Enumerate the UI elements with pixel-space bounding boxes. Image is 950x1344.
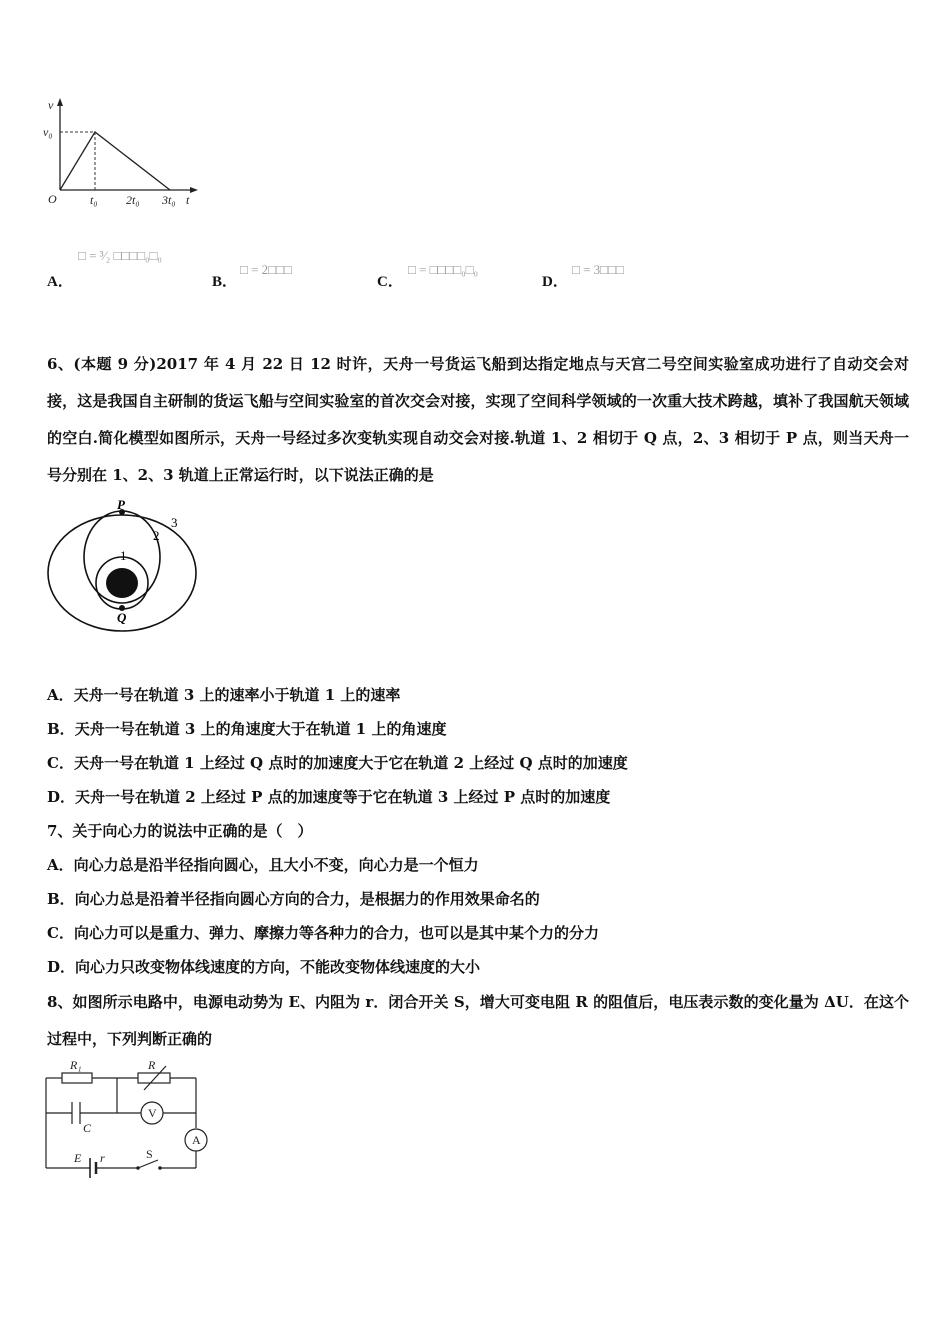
- q6-option-a-text: 天舟一号在轨道 3 上的速率小于轨道 1 上的速率: [73, 686, 401, 704]
- q5-option-a-letter: A．: [47, 274, 73, 290]
- q7-stem-text: 7、关于向心力的说法中正确的是（ ）: [47, 822, 313, 840]
- q7-stem: [47, 821, 312, 841]
- q6-stem: [47, 346, 909, 494]
- q6-option-d-text: 天舟一号在轨道 2 上经过 P 点的加速度等于它在轨道 3 上经过 P 点时的加速度: [75, 788, 611, 806]
- variable-resistor-r: [138, 1073, 170, 1083]
- label-q: Q: [117, 610, 127, 625]
- q7-option-b-text: 向心力总是沿着半径指向圆心方向的合力，是根据力的作用效果命名的: [74, 890, 540, 908]
- q5-option-d-formula: □ = 3□□□: [572, 262, 624, 277]
- label-c: C: [83, 1121, 92, 1135]
- q7-option-c: [47, 923, 599, 943]
- circuit-diagram: [40, 1058, 215, 1188]
- q6-text: (本题 9 分)2017 年 4 月 22 日 12 时许，天舟一号货运飞船到达指定地点与天宫二号空间实验室成功进行了自动交会对接，这是我国自主研制的货运飞船与空间实验室的首次交会对接，实现了空间科学领域的一次重大技术跨越，填补了我国航天领域的空白.简化模型如图所示，天舟一号经过多次变轨实现自动交会对接.轨道 1、2 相切于 Q 点，2、3 相切于 P 点，则当天舟一号分别在 1、2、3 轨道上正常运行时，以下说法正确的是: [47, 355, 909, 484]
- q5-option-d-letter: D．: [542, 274, 568, 290]
- q7-option-b-letter: B．: [47, 890, 75, 908]
- q6-option-a: [47, 685, 400, 705]
- label-r1: R₁: [70, 1058, 82, 1072]
- q6-option-b-text: 天舟一号在轨道 3 上的角速度大于在轨道 1 上的角速度: [74, 720, 447, 738]
- t-axis-label: t: [186, 193, 190, 207]
- q6-option-d-letter: D．: [47, 788, 76, 806]
- q7-option-d: [47, 957, 480, 977]
- label-s: S: [146, 1147, 153, 1161]
- q7-option-a: [47, 855, 479, 875]
- label-orbit-1: 1: [120, 548, 127, 563]
- origin-label: O: [48, 192, 57, 206]
- label-v: V: [148, 1106, 157, 1120]
- q7-option-c-letter: C．: [47, 924, 74, 942]
- earth-icon: [106, 568, 138, 598]
- 2t0-label: 2t₀: [126, 193, 140, 207]
- q5-option-a-formula: □ = ³⁄₂ □□□□₀□₀: [78, 248, 162, 263]
- q7-option-b: [47, 889, 540, 909]
- switch-s: [138, 1160, 158, 1168]
- orbit-diagram: [40, 497, 205, 632]
- label-a: A: [192, 1133, 201, 1147]
- q6-option-b-letter: B．: [47, 720, 75, 738]
- q6-option-a-letter: A．: [47, 686, 74, 704]
- label-orbit-2: 2: [153, 528, 160, 543]
- v-axis-label: v: [48, 98, 54, 112]
- q7-option-d-text: 向心力只改变物体线速度的方向，不能改变物体线速度的大小: [75, 958, 481, 976]
- q6-option-d: [47, 787, 610, 807]
- q7-option-a-letter: A．: [47, 856, 74, 874]
- q8-stem-text: 8、如图所示电路中，电源电动势为 E、内阻为 r．闭合开关 S，增大可变电阻 R 的阻值后，电压表示数的变化量为 ΔU．在这个过程中，下列判断正确的: [47, 993, 909, 1048]
- 3t0-label: 3t₀: [162, 193, 176, 207]
- t-axis-arrow-icon: [190, 187, 198, 193]
- label-r: R: [148, 1058, 156, 1072]
- q6-number: 6、: [47, 355, 74, 373]
- label-p: P: [117, 497, 125, 512]
- v-axis-arrow-icon: [57, 98, 63, 106]
- label-orbit-3: 3: [171, 515, 178, 530]
- label-internal-r: r: [100, 1151, 105, 1165]
- q5-option-b-formula: □ = 2□□□: [240, 262, 292, 277]
- label-e: E: [74, 1151, 82, 1165]
- t0-label: t₀: [90, 193, 98, 207]
- q8-stem: [47, 984, 909, 1058]
- q5-option-c-formula: □ = □□□□₀□₀: [408, 262, 479, 277]
- v0-label: v₀: [43, 125, 53, 139]
- vt-graph: [40, 95, 210, 215]
- q6-option-b: [47, 719, 446, 739]
- q7-option-d-letter: D．: [47, 958, 76, 976]
- q6-option-c-text: 天舟一号在轨道 1 上经过 Q 点时的加速度大于它在轨道 2 上经过 Q 点时的加速度: [73, 754, 628, 772]
- resistor-r1: [62, 1073, 92, 1083]
- q6-option-c: [47, 753, 628, 773]
- q7-option-c-text: 向心力可以是重力、弹力、摩擦力等各种力的合力，也可以是其中某个力的分力: [73, 924, 599, 942]
- q7-option-a-text: 向心力总是沿半径指向圆心，且大小不变，向心力是一个恒力: [73, 856, 479, 874]
- q6-option-c-letter: C．: [47, 754, 74, 772]
- q5-option-b-letter: B．: [212, 274, 238, 290]
- velocity-line: [60, 132, 170, 190]
- q5-option-c-letter: C．: [377, 274, 403, 290]
